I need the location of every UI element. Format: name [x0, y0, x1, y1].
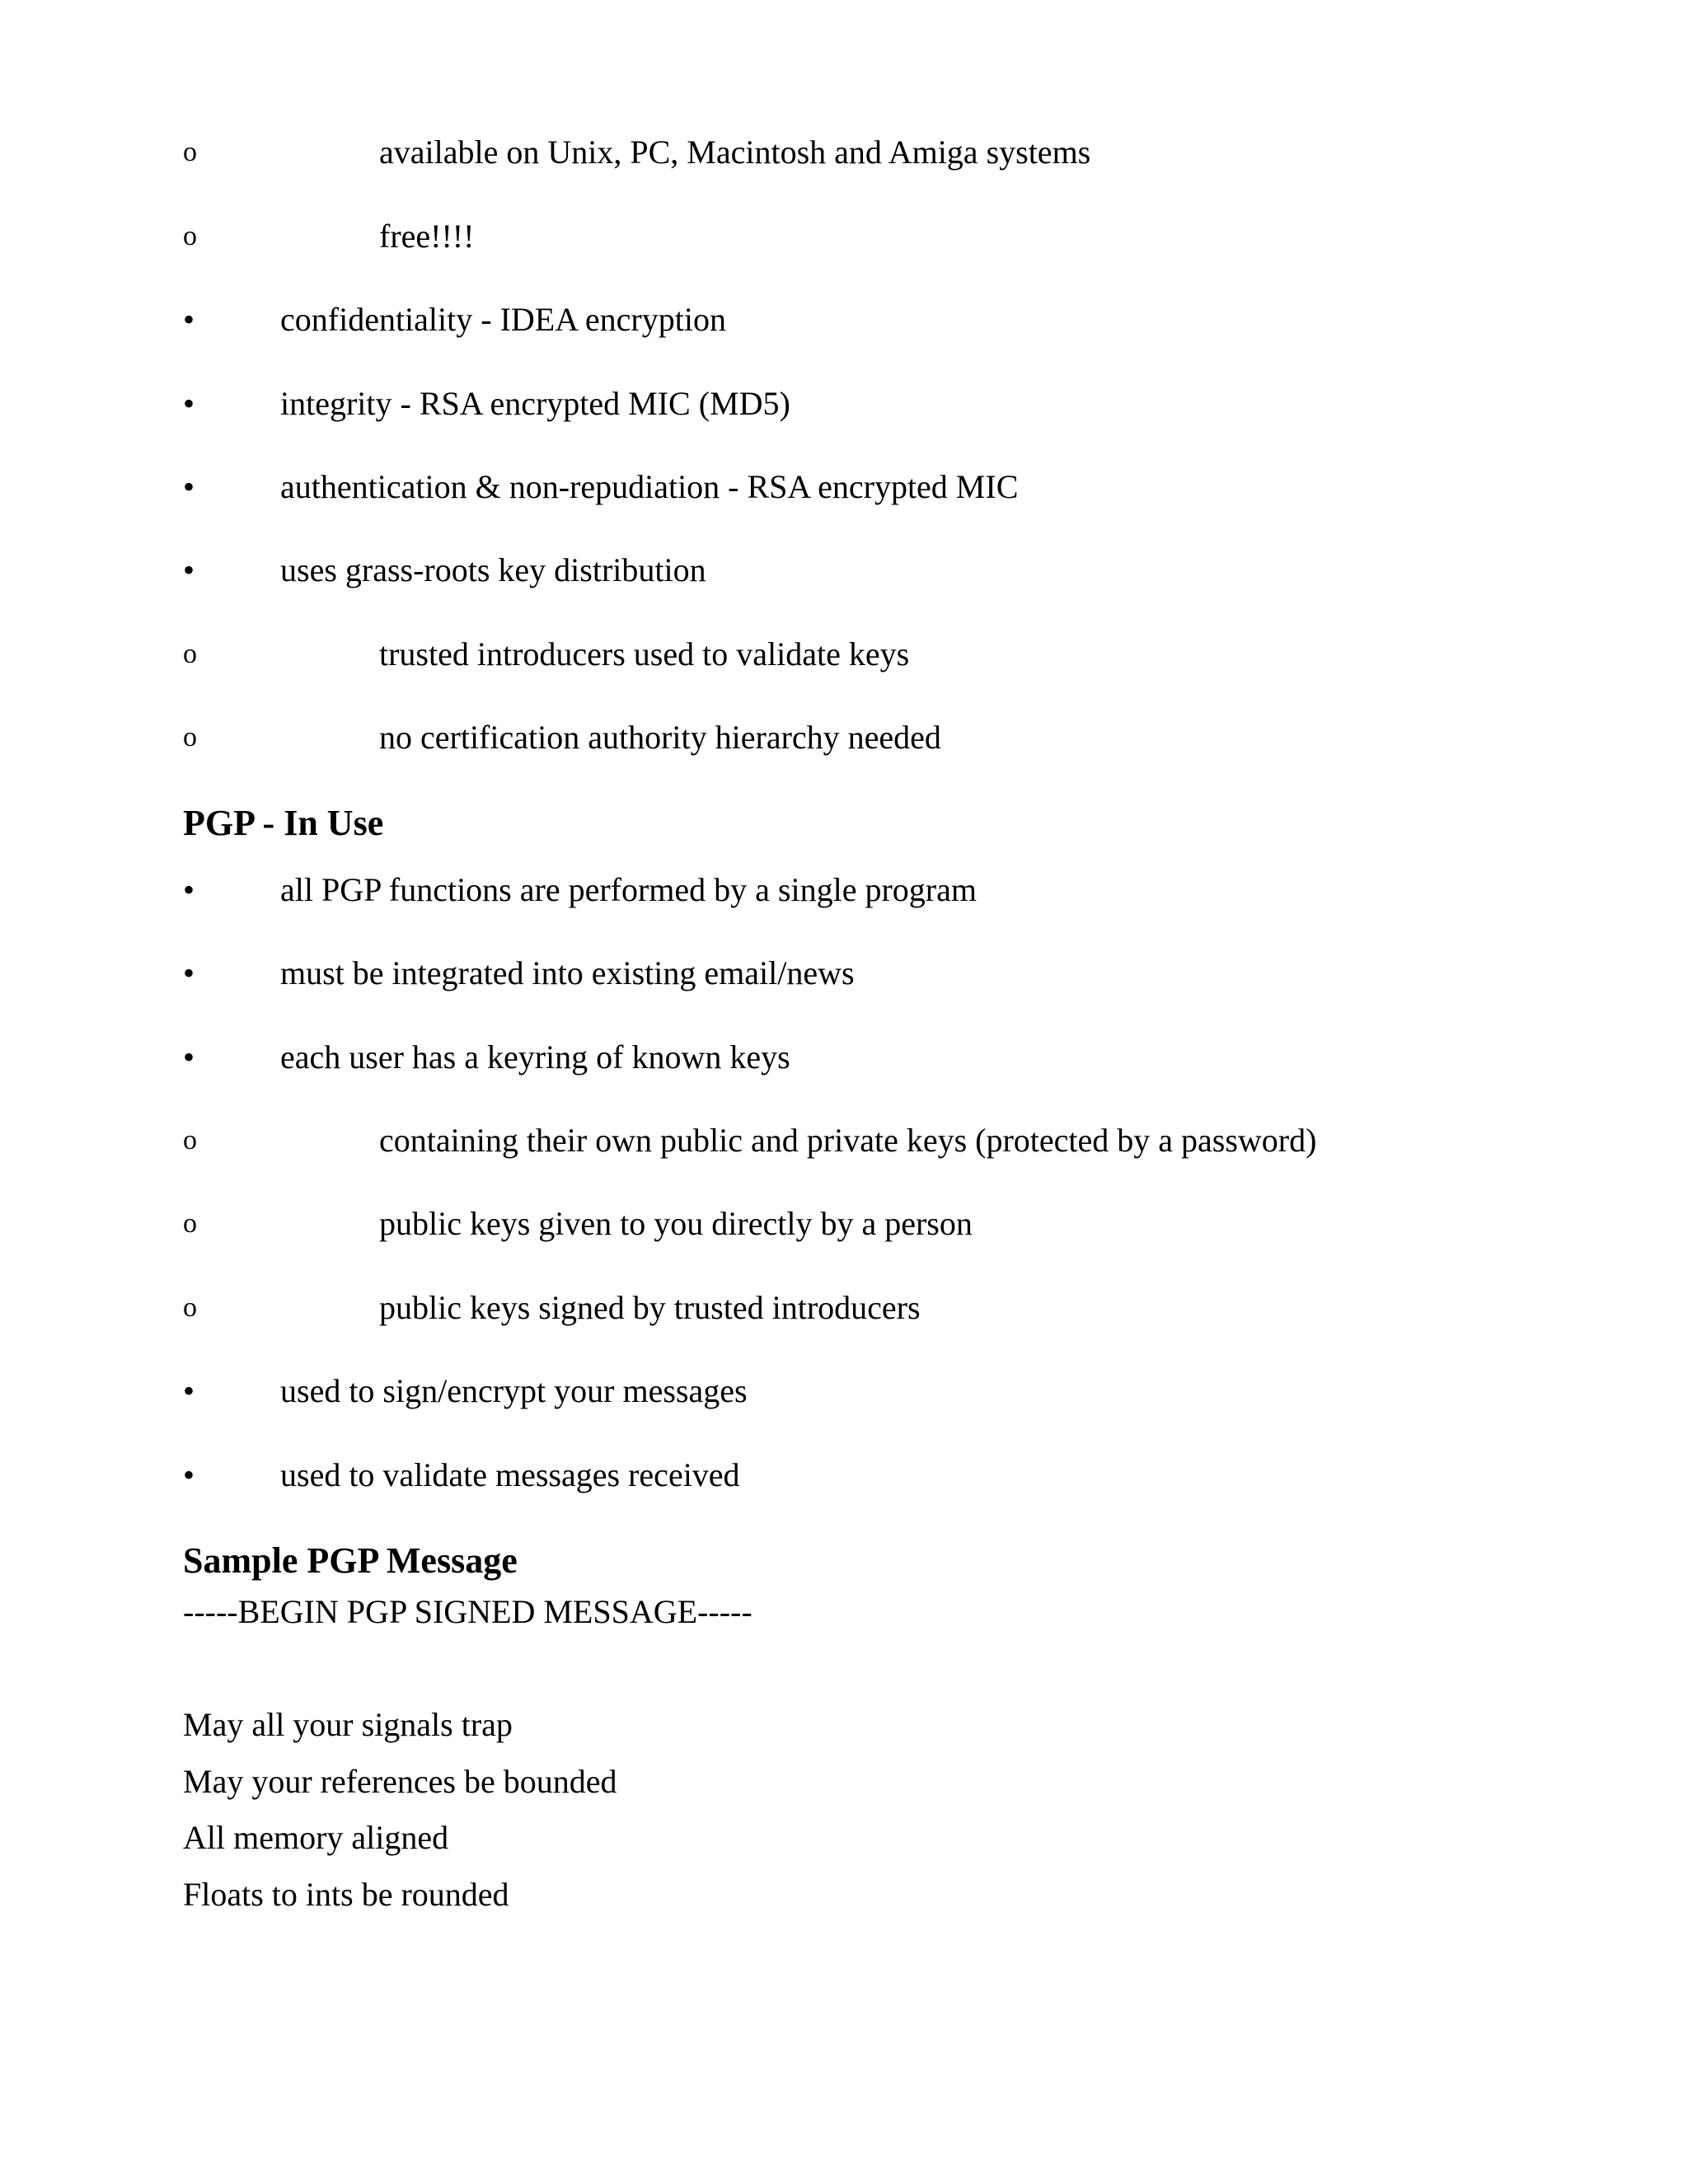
section-heading-in-use: PGP - In Use	[183, 803, 384, 843]
section-heading-sample: Sample PGP Message	[183, 1540, 518, 1581]
sub-bullet-marker: o	[183, 1208, 197, 1239]
list-item-text: containing their own public and private keys (protected by a password)	[379, 1122, 1317, 1159]
list-item-text: each user has a keyring of known keys	[280, 1038, 790, 1076]
message-line: All memory aligned	[183, 1819, 449, 1856]
bullet-marker: •	[183, 301, 195, 338]
sub-bullet-marker: o	[183, 639, 197, 669]
bullet-marker: •	[183, 1038, 195, 1076]
list-item-text: integrity - RSA encrypted MIC (MD5)	[280, 385, 790, 422]
list-item-text: uses grass-roots key distribution	[280, 551, 706, 588]
list-item-text: confidentiality - IDEA encryption	[280, 301, 726, 338]
list-item	[0, 546, 1688, 595]
list-item	[0, 1366, 1688, 1416]
list-item	[0, 379, 1688, 429]
message-line: May your references be bounded	[183, 1763, 617, 1800]
list-item-text: free!!!!	[379, 218, 475, 255]
list-item	[0, 1033, 1688, 1082]
list-item-text: trusted introducers used to validate keys	[379, 635, 910, 673]
list-item-text: public keys signed by trusted introducers	[379, 1289, 921, 1326]
pgp-begin-line: -----BEGIN PGP SIGNED MESSAGE-----	[183, 1593, 753, 1630]
list-item-text: must be integrated into existing email/news	[280, 954, 855, 991]
list-item	[0, 128, 1688, 177]
bullet-marker: •	[183, 385, 195, 422]
list-item	[0, 212, 1688, 261]
list-item	[0, 1199, 1688, 1249]
sub-bullet-marker: o	[183, 137, 197, 167]
message-line: Floats to ints be rounded	[183, 1876, 509, 1913]
list-item	[0, 949, 1688, 998]
sub-bullet-marker: o	[183, 722, 197, 752]
list-item	[0, 865, 1688, 915]
list-item-text: used to sign/encrypt your messages	[280, 1372, 748, 1409]
bullet-marker: •	[183, 468, 195, 505]
bullet-marker: •	[183, 871, 195, 908]
sub-bullet-marker: o	[183, 1125, 197, 1155]
list-item	[0, 713, 1688, 762]
list-item	[0, 630, 1688, 679]
list-item-text: no certification authority hierarchy needed	[379, 719, 941, 756]
bullet-marker: •	[183, 551, 195, 588]
list-item-text: all PGP functions are performed by a single program	[280, 871, 977, 908]
bullet-marker: •	[183, 954, 195, 991]
list-item	[0, 295, 1688, 344]
list-item-text: authentication & non-repudiation - RSA encrypted MIC	[280, 468, 1019, 505]
list-item-text: used to validate messages received	[280, 1456, 740, 1493]
list-item	[0, 462, 1688, 512]
list-item	[0, 1283, 1688, 1333]
list-item	[0, 1116, 1688, 1165]
message-line: May all your signals trap	[183, 1706, 513, 1743]
bullet-marker: •	[183, 1372, 195, 1409]
sub-bullet-marker: o	[183, 221, 197, 251]
bullet-marker: •	[183, 1456, 195, 1493]
sub-bullet-marker: o	[183, 1292, 197, 1323]
list-item-text: available on Unix, PC, Macintosh and Amiga systems	[379, 134, 1091, 171]
list-item	[0, 1451, 1688, 1500]
list-item-text: public keys given to you directly by a person	[379, 1205, 973, 1242]
